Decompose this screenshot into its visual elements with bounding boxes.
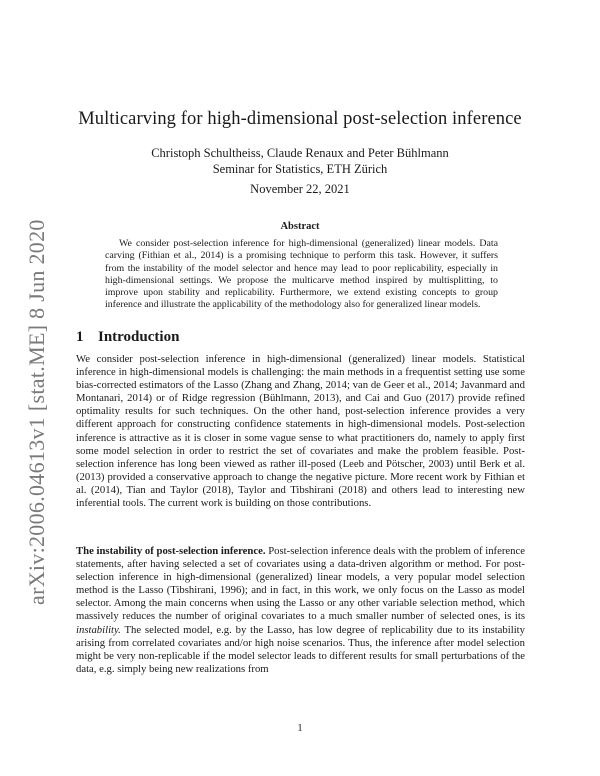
section-title: Introduction	[98, 329, 180, 345]
instability-paragraph	[76, 545, 525, 676]
author-block	[0, 145, 600, 177]
paragraph-emphasis: instability.	[76, 623, 121, 636]
arxiv-stamp	[8, 205, 58, 605]
abstract-heading: Abstract	[280, 221, 320, 232]
authors: Christoph Schultheiss, Claude Renaux and Peter Bühlmann	[151, 146, 449, 160]
paper-date: November 22, 2021	[250, 182, 350, 196]
section-number: 1	[76, 329, 84, 345]
affiliation: Seminar for Statistics, ETH Zürich	[212, 162, 388, 176]
page-number: 1	[297, 723, 303, 734]
paragraph-run-in-heading: The instability of post-selection inference.	[76, 545, 266, 557]
arxiv-identifier: arXiv:2006.04613v1 [stat.ME] 8 Jun 2020	[24, 219, 49, 605]
paper-title: Multicarving for high-dimensional post-selection inference	[78, 109, 522, 129]
paragraph-text-before: Post-selection inference deals with the problem of inference statements, after having selected a set of covariates using a data-driven algorithm or method. For post-selection inference in high-dimensional (generalized) linear models, a very popular model selection method is the Lasso (Tibshirani, 1996); and in fact, in this work, we only focus on the Lasso as model selector. Among the main concerns when using the Lasso or any other variable selection method, which massively reduces the number of original covariates to a much smaller number of selected ones, is its	[76, 545, 525, 623]
intro-paragraph: We consider post-selection inference in high-dimensional (generalized) linear models. Statistical inference in high-dimensional models is challenging: the main methods in a frequentist setting use some bias-corrected estimators of the Lasso (Zhang and Zhang, 2014; van de Geer et al., 2014; Javanmard and Montanari, 2014) or of Ridge regression (Bühlmann, 2013), and Cai and Guo (2017) provide refined optimality results for such techniques. On the other hand, post-selection inference provides a very different approach for constructing confidence statements in high-dimensional models. Post-selection inference is attractive as it is closer in some vague sense to what practitioners do, namely to apply first some model selection in order to restrict the set of covariates and make the problem feasible. Post-selection inference has long been viewed as rather ill-posed (Leeb and Pötscher, 2003) until Berk et al. (2013) provided a conservative approach to change the negative picture. More recent work by Fithian et al. (2014), Tian and Taylor (2018), Taylor and Tibshirani (2018) and others lead to interesting new inferential tools. The current work is building on those contributions.	[76, 353, 525, 510]
section-heading	[76, 329, 526, 346]
abstract-text: We consider post-selection inference for high-dimensional (generalized) linear models. Data carving (Fithian et al., 2014) is a promising technique to perform this task. However, it suffers from the instability of the model selector and hence may lead to poor replicability, especially in high-dimensional settings. We propose the multicarve method inspired by multisplitting, to improve upon stability and replicability. Furthermore, we extend existing concepts to group inference and illustrate the applicability of the methodology also for generalized linear models.	[105, 238, 498, 311]
paragraph-text-after: The selected model, e.g. by the Lasso, has low degree of replicability due to its instability arising from correlated covariates and/or high noise scenarios. Thus, the inference after model selection might be very non-replicable if the model selector leads to different results for small perturbations of the data, e.g. simply being new realizations from	[76, 623, 525, 675]
